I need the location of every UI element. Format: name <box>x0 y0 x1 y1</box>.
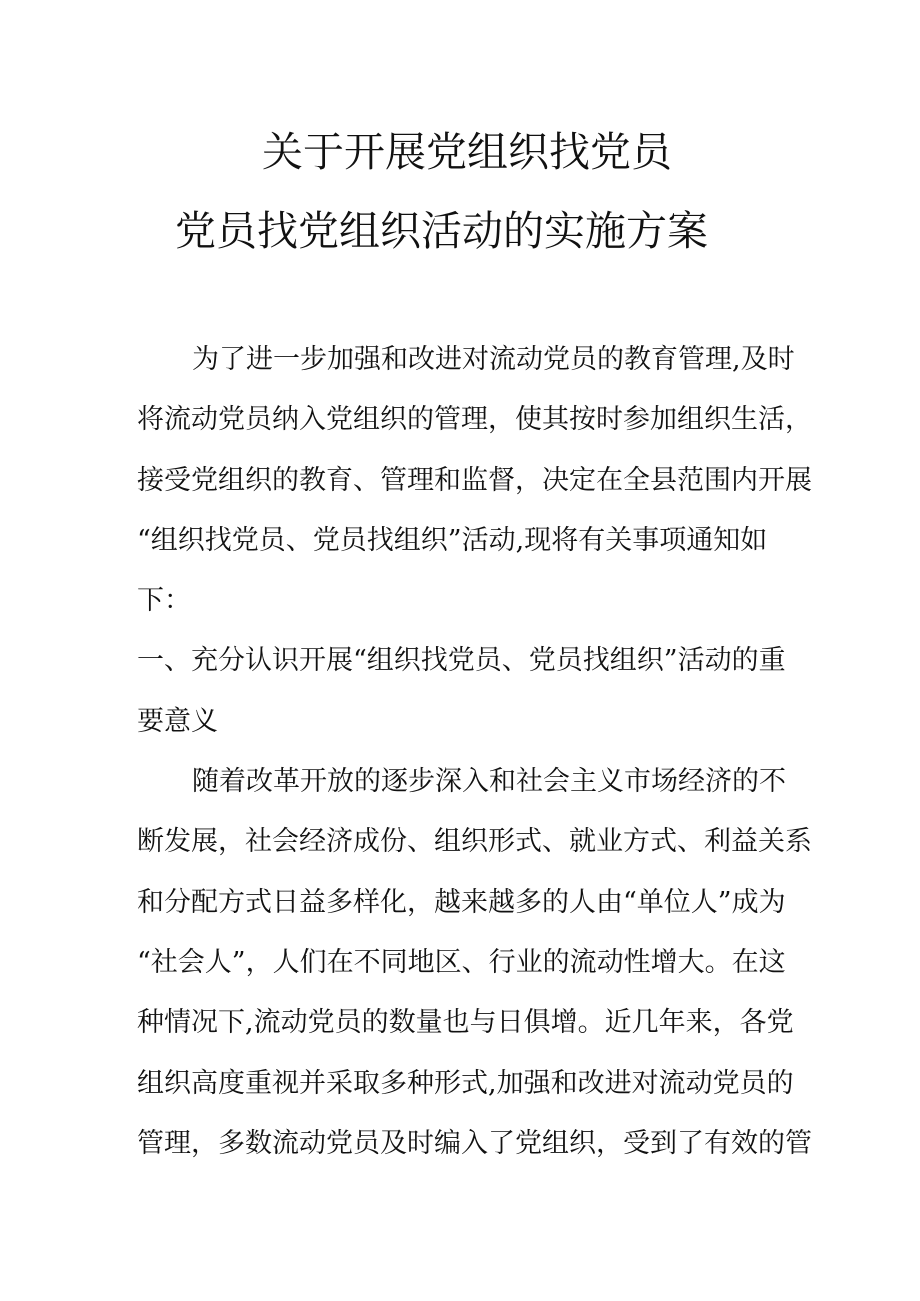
document-title-line-2: 党员找党组织活动的实施方案 <box>175 207 708 255</box>
paragraph-line: 下： <box>137 585 191 617</box>
document-body <box>137 330 812 1174</box>
paragraph-line: 随着改革开放的逐步深入和社会主义市场经济的不 <box>192 766 786 798</box>
document-title-line-1: 关于开展党组织找党员 <box>262 128 672 176</box>
paragraph-line: 将流动党员纳入党组织的管理，使其按时参加组织生活， <box>137 404 812 436</box>
paragraph-line: 种情况下,流动党员的数量也与日俱增。近几年来，各党 <box>137 1007 794 1039</box>
paragraph-line: “组织找党员、党员找组织”活动,现将有关事项通知如 <box>137 524 768 556</box>
paragraph-line: “社会人”，人们在不同地区、行业的流动性增大。在这 <box>137 946 786 978</box>
paragraph-line: 断发展，社会经济成份、组织形式、就业方式、利益关系 <box>137 826 812 858</box>
paragraph-line: 和分配方式日益多样化，越来越多的人由“单位人”成为 <box>137 886 786 918</box>
paragraph-line: 管理，多数流动党员及时编入了党组织，受到了有效的管 <box>137 1127 812 1159</box>
paragraph-line: 组织高度重视并采取多种形式,加强和改进对流动党员的 <box>137 1067 794 1099</box>
section-heading-line: 一、充分认识开展“组织找党员、党员找组织”活动的重 <box>137 645 786 677</box>
section-heading-line: 要意义 <box>137 705 218 737</box>
paragraph-line: 接受党组织的教育、管理和监督，决定在全县范围内开展 <box>137 464 812 496</box>
paragraph-line: 为了进一步加强和改进对流动党员的教育管理,及时 <box>192 344 795 375</box>
